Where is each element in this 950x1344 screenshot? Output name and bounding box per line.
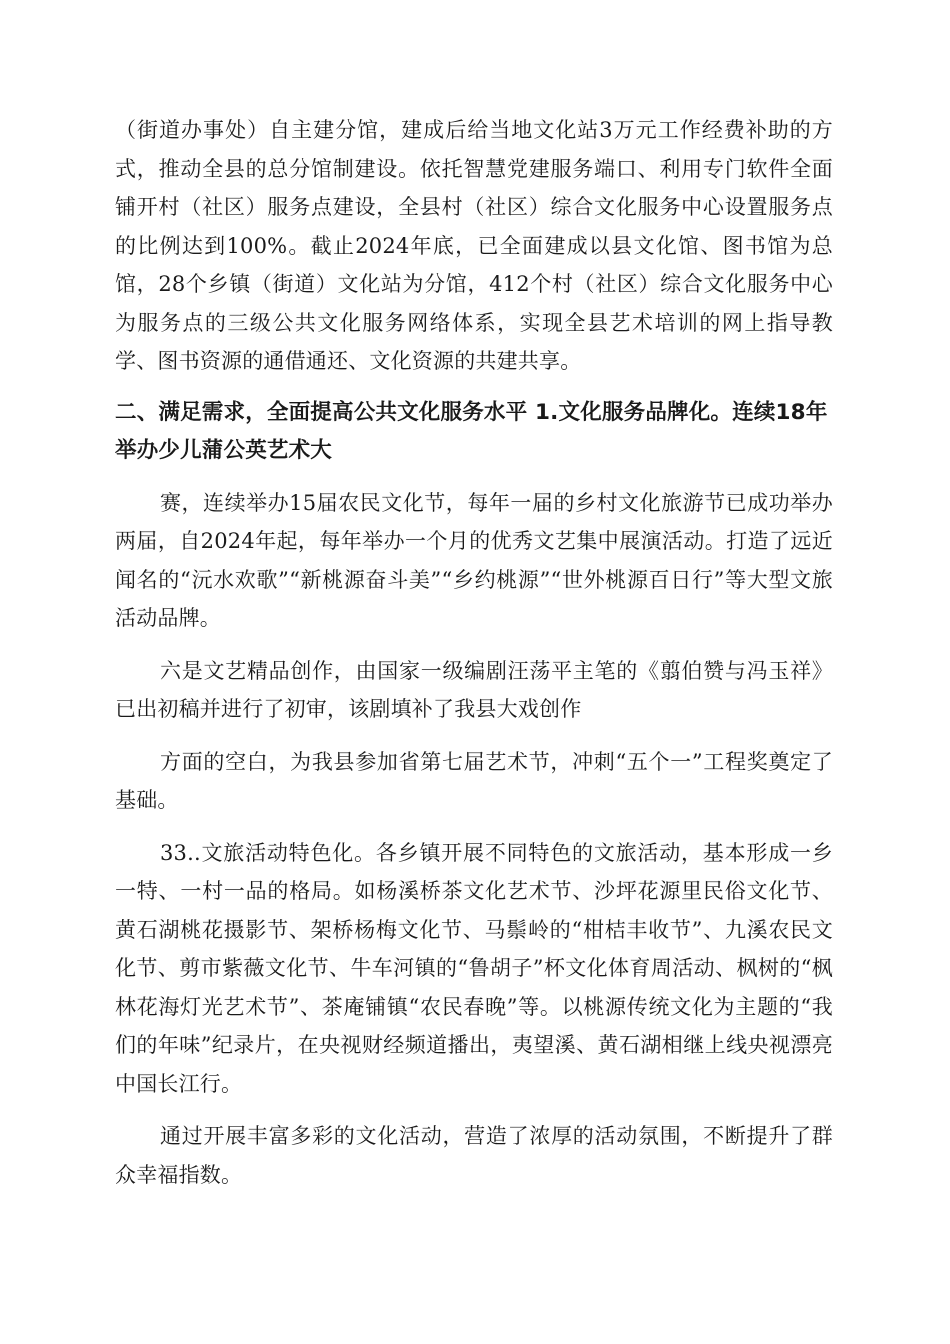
section-heading: 二、满足需求，全面提高公共文化服务水平 1.文化服务品牌化。连续18年举办少儿蒲公英艺术大 [115,399,828,463]
paragraph-branch-system: （街道办事处）自主建分馆，建成后给当地文化站3万元工作经费补助的方式，推动全县的总分馆制建设。依托智慧党建服务端口、利用专门软件全面铺开村（社区）服务点建设，全县村（社区）综合文化服务中心设置服务点的比例达到100%。截止2024年底，已全面建成以县文化馆、图书馆为总馆，28个乡镇（街道）文化站为分馆，412个村（社区）综合文化服务中心为服务点的三级公共文化服务网络体系，实现全县艺术培训的网上指导教学、图书资源的通借通还、文化资源的共建共享。 [115,118,833,373]
paragraph-conclusion: 通过开展丰富多彩的文化活动，营造了浓厚的活动氛围，不断提升了群众幸福指数。 [115,1124,833,1187]
paragraph-brand-activities: 赛，连续举办15届农民文化节，每年一届的乡村文化旅游节已成功举办两届，自2024年起，每年举办一个月的优秀文艺集中展演活动。打造了远近闻名的“沅水欢歌”“新桃源奋斗美”“乡约桃源”“世外桃源百日行”等大型文旅活动品牌。 [115,490,833,630]
paragraph-art-creation-continued: 方面的空白，为我县参加省第七届艺术节，冲刺“五个一”工程奖奠定了基础。 [115,749,833,812]
paragraph-art-creation: 六是文艺精品创作，由国家一级编剧汪荡平主笔的《翦伯赞与冯玉祥》已出初稿并进行了初审，该剧填补了我县大戏创作 [115,658,833,721]
document-page [115,111,833,1194]
paragraph-cultural-tourism: 33..文旅活动特色化。各乡镇开展不同特色的文旅活动，基本形成一乡一特、一村一品的格局。如杨溪桥茶文化艺术节、沙坪花源里民俗文化节、黄石湖桃花摄影节、架桥杨梅文化节、马鬃岭的“柑桔丰收节”、九溪农民文化节、剪市紫薇文化节、牛车河镇的“鲁胡子”杯文化体育周活动、枫树的“枫林花海灯光艺术节”、茶庵铺镇“农民春晚”等。以桃源传统文化为主题的“我们的年味”纪录片，在央视财经频道播出，夷望溪、黄石湖相继上线央视漂亮中国长江行。 [115,840,833,1096]
